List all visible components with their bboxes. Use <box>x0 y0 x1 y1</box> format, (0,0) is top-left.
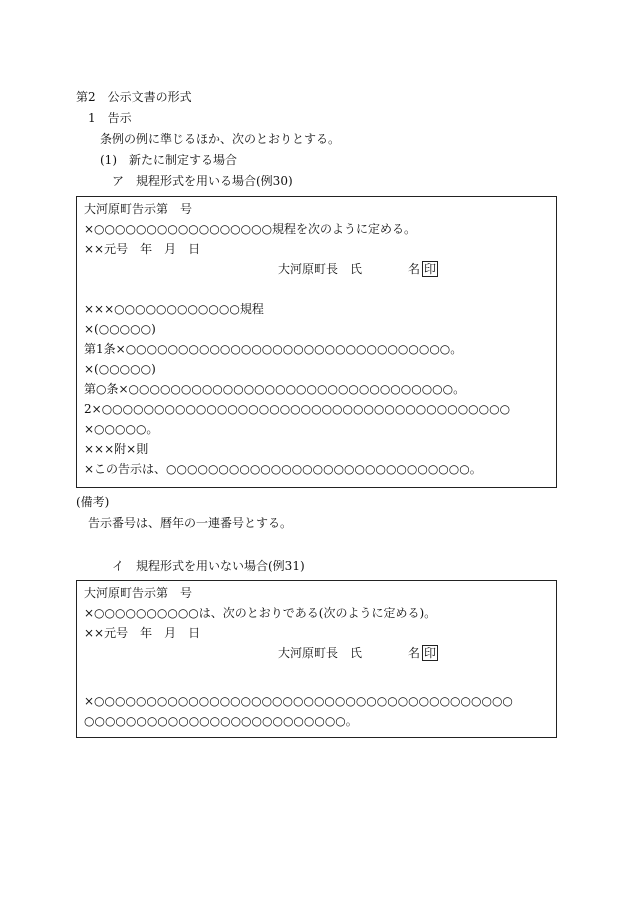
signer-title: 大河原町長 氏 <box>278 262 363 276</box>
example-31-box <box>76 580 557 738</box>
notice-date: ××元号 年 月 日 <box>84 242 201 256</box>
notice-number: 大河原町告示第 号 <box>84 586 193 600</box>
item-1-heading: 1 告示 <box>88 111 132 125</box>
signer-title: 大河原町長 氏 <box>278 646 363 660</box>
example-30-box <box>76 196 557 488</box>
article-caption-2: ×(○○○○○) <box>84 362 156 376</box>
effective-clause: ×この告示は、○○○○○○○○○○○○○○○○○○○○○○○○○○○○○。 <box>84 462 482 476</box>
subsection-i-heading: イ 規程形式を用いない場合(例31) <box>112 559 305 573</box>
remarks-label: (備考) <box>76 495 110 509</box>
notice-preamble: ×○○○○○○○○○○○○○○○○○規程を次のように定める。 <box>84 222 417 236</box>
notice-date: ××元号 年 月 日 <box>84 626 201 640</box>
notice-number: 大河原町告示第 号 <box>84 202 193 216</box>
supplementary-provisions: ×××附×則 <box>84 442 149 456</box>
article-1: 第1条×○○○○○○○○○○○○○○○○○○○○○○○○○○○○○○○。 <box>84 342 463 356</box>
signer-name: 名 <box>408 262 421 276</box>
notice-signer <box>278 645 438 661</box>
notice-body-continued: ○○○○○○○○○○○○○○○○○○○○○○○○○。 <box>84 714 358 728</box>
article-caption-1: ×(○○○○○) <box>84 322 156 336</box>
paragraph-2-continued: ×○○○○○。 <box>84 422 159 436</box>
article-n: 第○条×○○○○○○○○○○○○○○○○○○○○○○○○○○○○○○○。 <box>84 382 466 396</box>
section-heading: 第2 公示文書の形式 <box>76 90 192 104</box>
signer-name: 名 <box>408 646 421 660</box>
seal-mark: 印 <box>424 262 437 276</box>
paragraph-2: 2×○○○○○○○○○○○○○○○○○○○○○○○○○○○○○○○○○○○○○○○ <box>84 402 511 416</box>
intro-text: 条例の例に準じるほか、次のとおりとする。 <box>100 132 341 146</box>
subsection-a-heading: ア 規程形式を用いる場合(例30) <box>112 174 293 188</box>
notice-preamble: ×○○○○○○○○○○は、次のとおりである(次のように定める)。 <box>84 606 437 620</box>
seal-mark: 印 <box>424 646 437 660</box>
remarks-text: 告示番号は、暦年の一連番号とする。 <box>88 516 293 530</box>
rule-title: ×××○○○○○○○○○○○○規程 <box>84 302 264 316</box>
notice-signer <box>278 261 438 277</box>
subsection-1-heading: (1) 新たに制定する場合 <box>100 153 237 167</box>
notice-body: ×○○○○○○○○○○○○○○○○○○○○○○○○○○○○○○○○○○○○○○○○ <box>84 694 513 708</box>
